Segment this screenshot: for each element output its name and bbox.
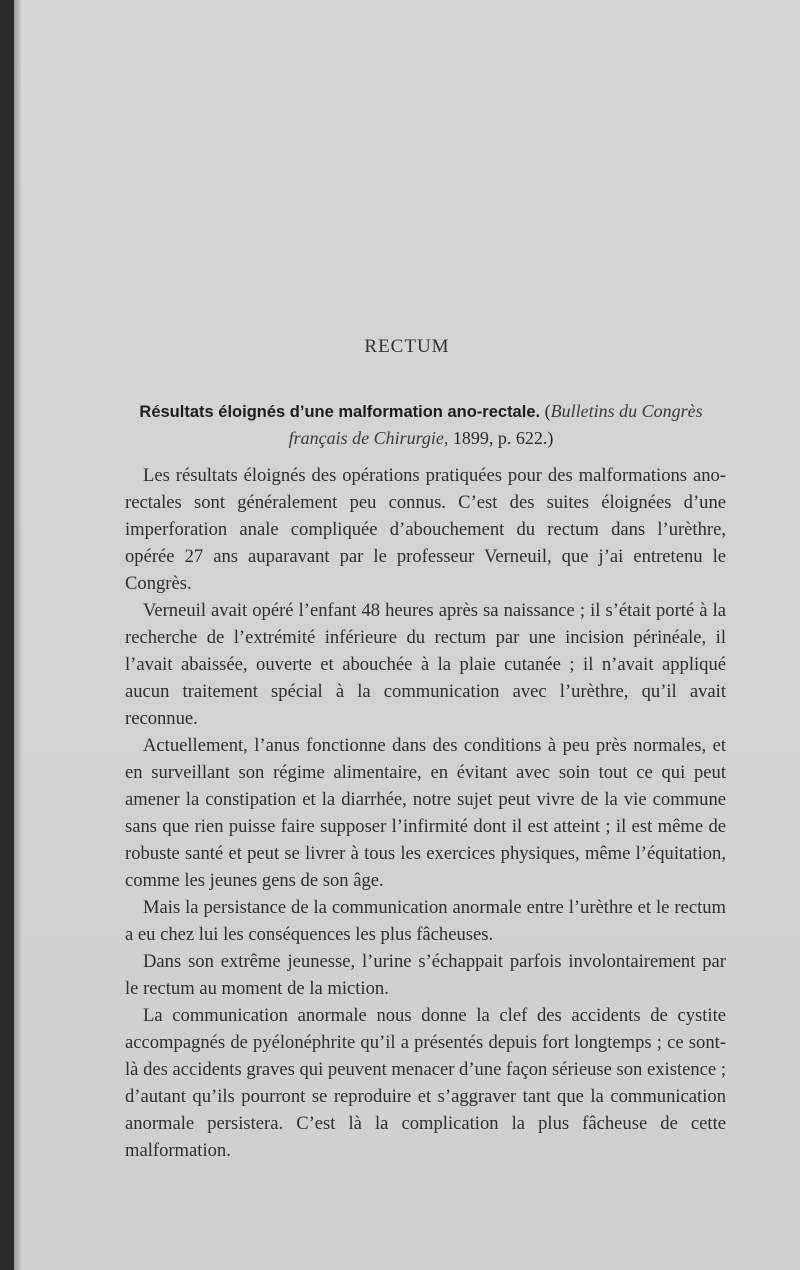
paragraph: Actuellement, l’anus fonctionne dans des conditions à peu près normales, et en surveillant son régime alimentaire, en évitant avec soin tout ce qui peut amener la constipation et la diarrhée, notre sujet peut vivre de la vie commune sans que rien puisse faire supposer l’infirmité dont il est atteint ; il est même de robuste santé et peut se livrer à tous les exercices physiques, même l’équitation, comme les jeunes gens de son âge. bbox=[125, 735, 726, 891]
paragraph: Dans son extrême jeunesse, l’urine s’échappait parfois involontairement par le rectum au moment de la miction. bbox=[125, 951, 726, 999]
paragraph: Verneuil avait opéré l’enfant 48 heures après sa naissance ; il s’était porté à la recherche de l’extrémité inférieure du rectum par une incision périnéale, il l’avait abaissée, ouverte et abouchée à la plaie cutanée ; il n’avait appliqué aucun traitement spécial à la communication avec l’urèthre, qu’il avait reconnue. bbox=[125, 600, 726, 729]
section-heading: RECTUM bbox=[364, 336, 450, 357]
paragraph: Les résultats éloignés des opérations pratiquées pour des malformations ano-rectales sont généralement peu connus. C’est des suites éloignées d’une imperforation anale compliquée d’abouchement du rectum dans l’urèthre, opérée 27 ans auparavant par le professeur Verneuil, que j’ai entretenu le Congrès. bbox=[125, 465, 726, 594]
paragraph: Mais la persistance de la communication anormale entre l’urèthre et le rectum a eu chez lui les conséquences les plus fâcheuses. bbox=[125, 897, 726, 945]
article-title-block bbox=[126, 398, 716, 451]
article-body bbox=[125, 462, 726, 1164]
paragraph: La communication anormale nous donne la clef des accidents de cystite accompagnés de pyélonéphrite qu’il a présentés depuis fort longtemps ; ce sont-là des accidents graves qui peuvent menacer d’une façon sérieuse son existence ; d’autant qu’ils pourront se reproduire et s’aggraver tant que la communication anormale persistera. C’est là la complication la plus fâcheuse de cette malformation. bbox=[125, 1005, 726, 1161]
citation-year-page: 1899, p. 622.) bbox=[452, 428, 554, 448]
citation-journal: Bulletins du Congrès français de Chirurgie, bbox=[288, 401, 703, 448]
citation-open-paren: ( bbox=[544, 401, 551, 421]
scanned-page bbox=[14, 0, 800, 1270]
article-title: Résultats éloignés d’une malformation ano-rectale. bbox=[139, 403, 541, 421]
